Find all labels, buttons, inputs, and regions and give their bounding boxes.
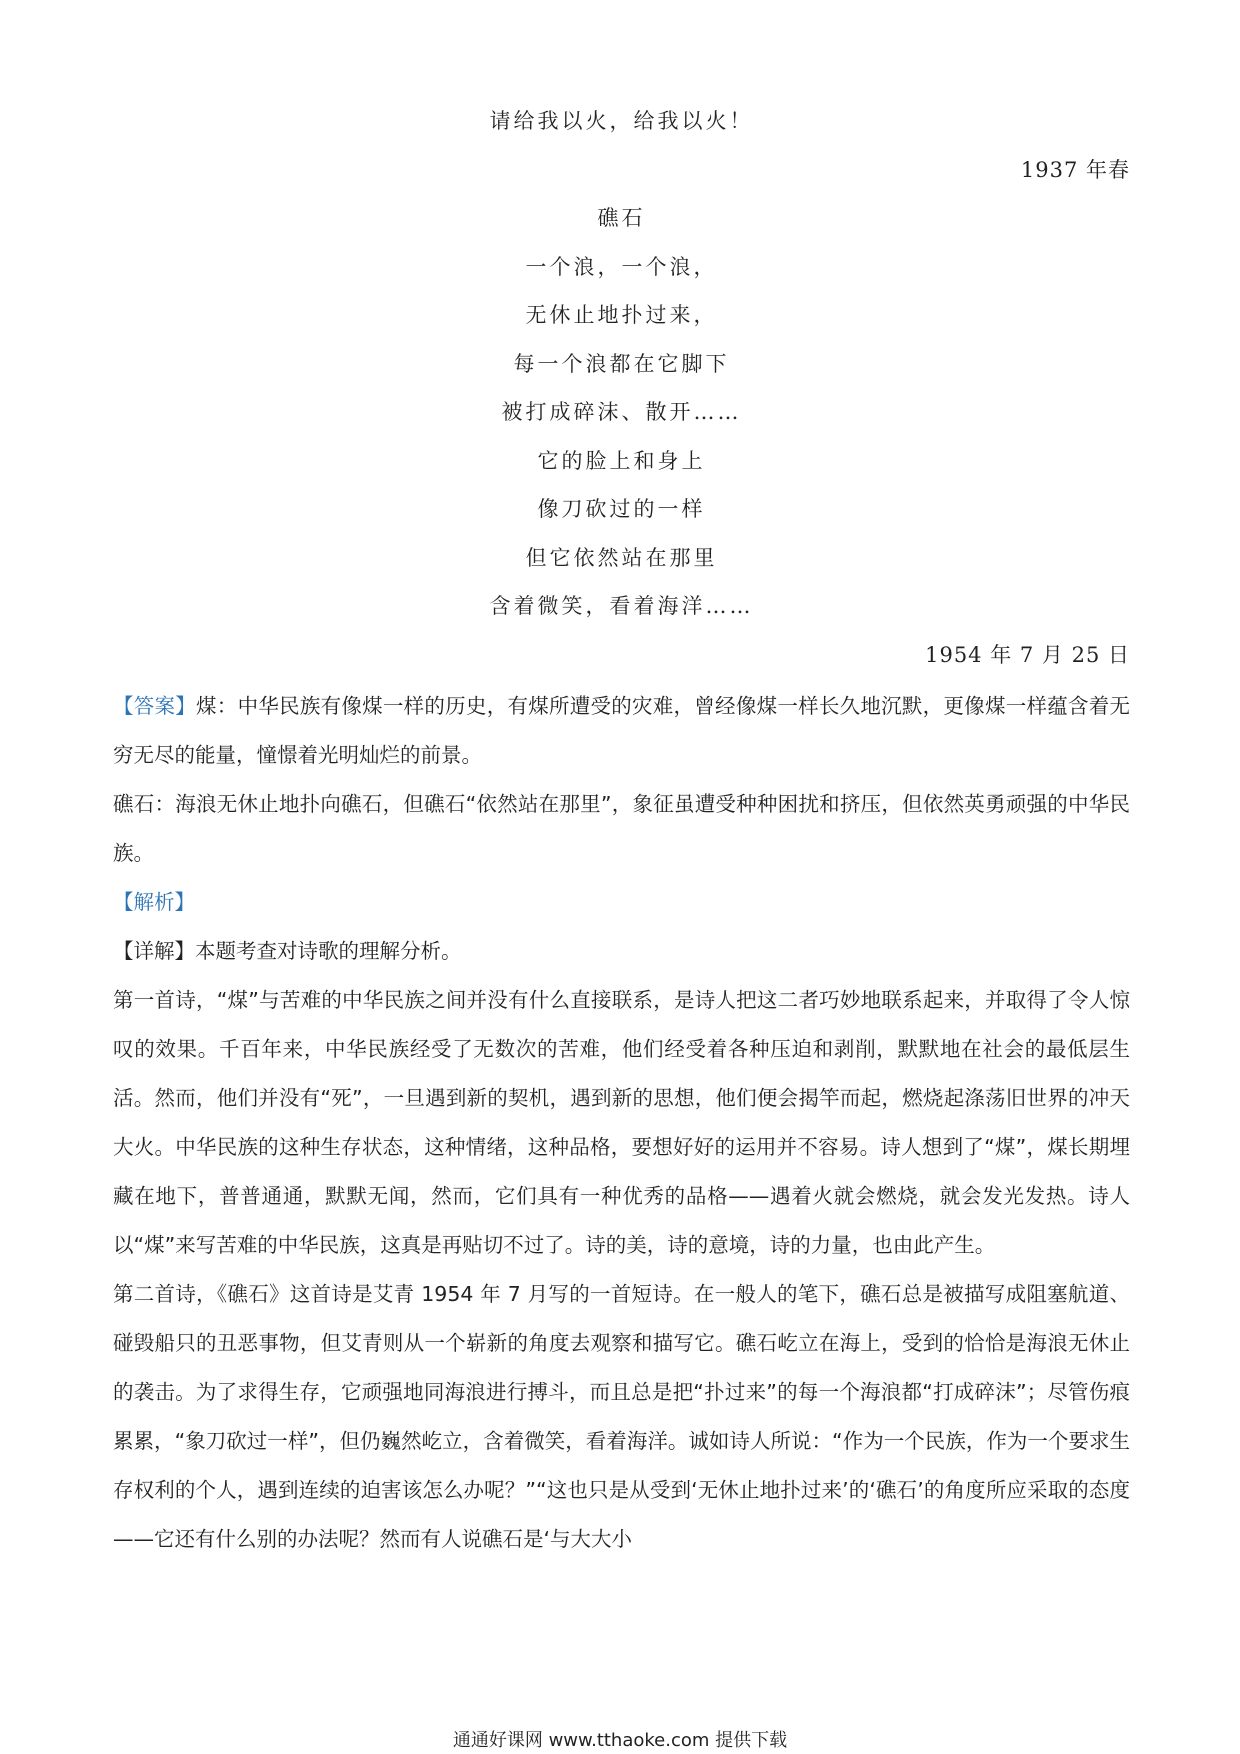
page-footer: 通通好课网 www.tthaoke.com 提供下载 xyxy=(452,1730,788,1751)
analysis-label: 【解析】 xyxy=(113,890,195,914)
poem1-last-line: 请给我以火，给我以火！ xyxy=(489,109,754,133)
answer-coal-text: 煤：中华民族有像煤一样的历史，有煤所遭受的灾难，曾经像煤一样长久地沉默，更像煤一样蕴含着无穷无尽的能量，憧憬着光明灿烂的前景。 xyxy=(113,694,1131,767)
poem1-date: 1937 年春 xyxy=(1020,157,1130,182)
detail-label: 【详解】 xyxy=(113,939,195,963)
detail-intro xyxy=(113,927,1130,976)
poem2-line: 无休止地扑过来， xyxy=(525,303,718,327)
poem2-line: 像刀砍过的一样 xyxy=(537,497,706,521)
answer-coal xyxy=(113,682,1130,780)
detail-paragraph-coal: 第一首诗，“煤”与苦难的中华民族之间并没有什么直接联系，是诗人把这二者巧妙地联系起来，并取得了令人惊叹的效果。千百年来，中华民族经受了无数次的苦难，他们经受着各种压迫和剥削，默默地在社会的最低层生活。然而，他们并没有“死”，一旦遇到新的契机，遇到新的思想，他们便会揭竿而起，燃烧起涤荡旧世界的冲天大火。中华民族的这种生存状态，这种情绪，这种品格，要想好好的运用并不容易。诗人想到了“煤”，煤长期埋藏在地下，普普通通，默默无闻，然而，它们具有一种优秀的品格——遇着火就会燃烧，就会发光发热。诗人以“煤”来写苦难的中华民族，这真是再贴切不过了。诗的美，诗的意境，诗的力量，也由此产生。 xyxy=(113,988,1130,1257)
poem2-line: 被打成碎沫、散开…… xyxy=(501,400,742,424)
poem2-line: 但它依然站在那里 xyxy=(525,545,718,570)
poem2-line: 每一个浪都在它脚下 xyxy=(513,351,730,376)
detail-paragraph-reef: 第二首诗，《礁石》这首诗是艾青 1954 年 7 月写的一首短诗。在一般人的笔下，礁石总是被描写成阻塞航道、碰毁船只的丑恶事物，但艾青则从一个崭新的角度去观察和描写它。礁石屹立在海上，受到的恰恰是海浪无休止的袭击。为了求得生存，它顽强地同海浪进行搏斗，而且总是把“扑过来”的每一个海浪都“打成碎沫”；尽管伤痕累累，“象刀砍过一样”，但仍巍然屹立，含着微笑，看着海洋。诚如诗人所说：“作为一个民族，作为一个要求生存权利的个人，遇到连续的迫害该怎么办呢？”“这也只是从受到‘无休止地扑过来’的‘礁石’的角度所应采取的态度——它还有什么别的办法呢？然而有人说礁石是‘与大大小 xyxy=(113,1282,1130,1551)
poem-section xyxy=(113,97,1130,679)
analysis-heading xyxy=(113,878,1130,927)
poem2-line: 含着微笑，看着海洋…… xyxy=(489,594,754,618)
poem2-line: 它的脸上和身上 xyxy=(537,448,706,473)
answer-reef: 礁石：海浪无休止地扑向礁石，但礁石“依然站在那里”，象征虽遭受种种困扰和挤压，但依然英勇顽强的中华民族。 xyxy=(113,792,1130,865)
answer-section xyxy=(113,682,1130,1564)
poem2-title: 礁石 xyxy=(597,206,646,230)
detail-intro-text: 本题考查对诗歌的理解分析。 xyxy=(195,939,462,963)
poem2-date: 1954 年 7 月 25 日 xyxy=(925,642,1130,667)
poem2-line: 一个浪，一个浪， xyxy=(525,254,718,279)
answer-label: 【答案】 xyxy=(113,694,197,718)
